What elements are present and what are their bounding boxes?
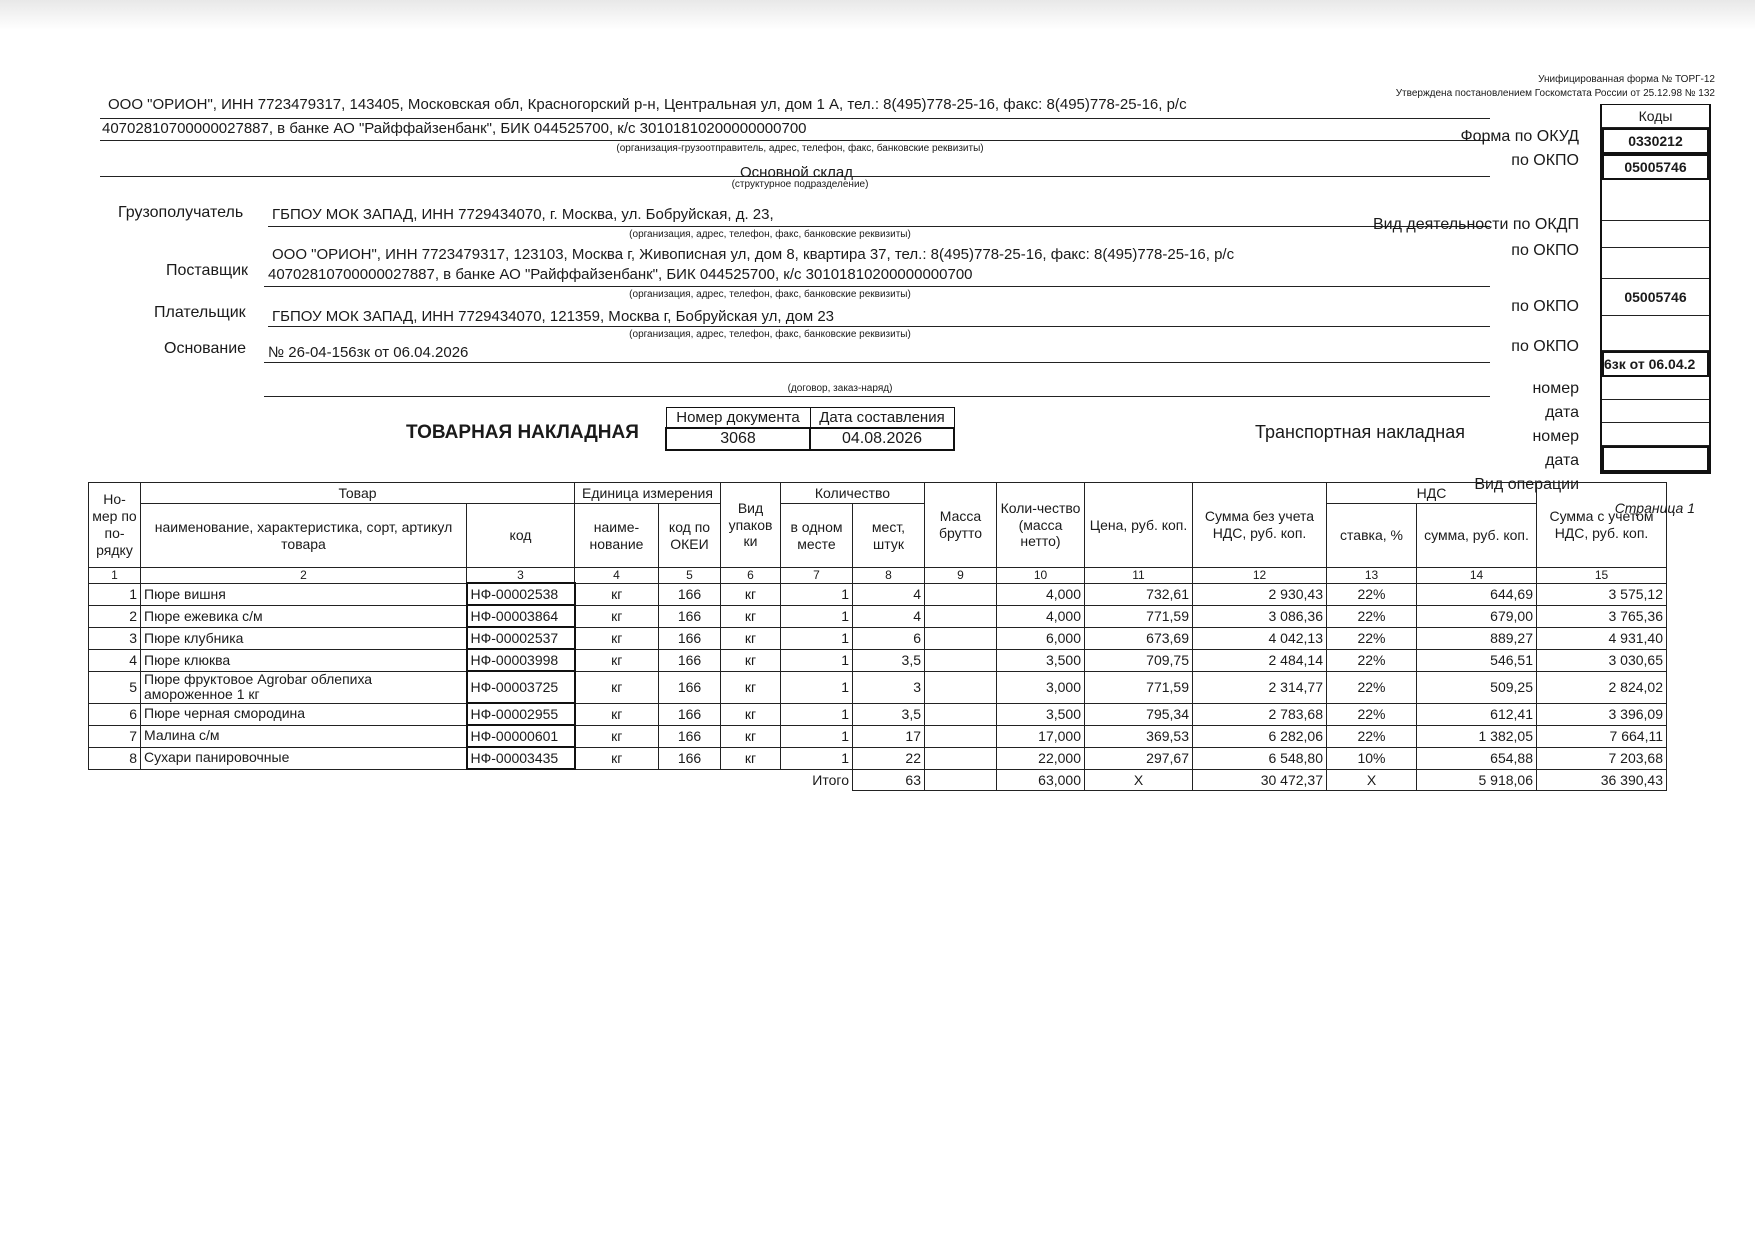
cell-price: 297,67 bbox=[1085, 747, 1193, 769]
table-row bbox=[89, 649, 1667, 671]
cell-one: 1 bbox=[781, 605, 853, 627]
cell-vat: 546,51 bbox=[1417, 649, 1537, 671]
okpo-payer-code: 05005746 bbox=[1602, 279, 1709, 316]
col-sum-vat-header: Сумма с учетом НДС, руб. коп. bbox=[1537, 483, 1667, 568]
column-index: 13 bbox=[1327, 568, 1417, 584]
form-name: Унифицированная форма № ТОРГ-12 bbox=[1538, 74, 1715, 85]
document-title: ТОВАРНАЯ НАКЛАДНАЯ bbox=[406, 422, 639, 443]
col-gross-header: Масса брутто bbox=[925, 483, 997, 568]
cell-one: 1 bbox=[781, 703, 853, 725]
cell-price: 732,61 bbox=[1085, 583, 1193, 605]
cell-places: 3,5 bbox=[853, 703, 925, 725]
column-index: 8 bbox=[853, 568, 925, 584]
cell-net: 6,000 bbox=[997, 627, 1085, 649]
cell-unit: кг bbox=[575, 649, 659, 671]
cell-code: НФ-00000601 bbox=[467, 725, 575, 747]
cell-code: НФ-00003725 bbox=[467, 671, 575, 703]
cell-pack: кг bbox=[721, 703, 781, 725]
cell-sum: 6 282,06 bbox=[1193, 725, 1327, 747]
col-code-header: код bbox=[467, 504, 575, 568]
codes-box bbox=[1600, 104, 1711, 474]
column-index: 4 bbox=[575, 568, 659, 584]
cell-net: 3,500 bbox=[997, 703, 1085, 725]
total-label: Итого bbox=[812, 771, 849, 788]
cell-rate: 22% bbox=[1327, 605, 1417, 627]
column-index-row bbox=[89, 568, 1667, 584]
consignee-label: Грузополучатель bbox=[118, 204, 244, 221]
col-sum-novat-header: Сумма без учета НДС, руб. коп. bbox=[1193, 483, 1327, 568]
cell-unit: кг bbox=[575, 583, 659, 605]
cell-price: 709,75 bbox=[1085, 649, 1193, 671]
cell-okei: 166 bbox=[659, 627, 721, 649]
okpo-supplier-code bbox=[1602, 248, 1709, 279]
cell-net: 4,000 bbox=[997, 605, 1085, 627]
cell-rate: 22% bbox=[1327, 671, 1417, 703]
cell-total: 2 824,02 bbox=[1537, 671, 1667, 703]
cell-unit: кг bbox=[575, 747, 659, 769]
cell-net: 3,500 bbox=[997, 649, 1085, 671]
cell-one: 1 bbox=[781, 583, 853, 605]
cell-places: 4 bbox=[853, 605, 925, 627]
cell-price: 673,69 bbox=[1085, 627, 1193, 649]
cell-net: 22,000 bbox=[997, 747, 1085, 769]
column-index: 2 bbox=[141, 568, 467, 584]
cell-places: 3 bbox=[853, 671, 925, 703]
basis-label: Основание bbox=[164, 340, 247, 357]
document-number-box bbox=[665, 407, 955, 451]
cell-name: Пюре фруктовое Agrobar облепиха амороженное 1 кг bbox=[141, 671, 467, 703]
cell-okei: 166 bbox=[659, 725, 721, 747]
transport-waybill-label: Транспортная накладная bbox=[1255, 422, 1466, 442]
doc-number-header: Номер документа bbox=[666, 408, 810, 429]
col-goods-header: Товар bbox=[141, 483, 575, 504]
cell-total: 3 030,65 bbox=[1537, 649, 1667, 671]
cell-name: Пюре клюква bbox=[141, 649, 467, 671]
total-places: 63 bbox=[853, 769, 925, 790]
cell-vat: 612,41 bbox=[1417, 703, 1537, 725]
table-row bbox=[89, 725, 1667, 747]
basis-number-code: 6зк от 06.04.2 bbox=[1602, 351, 1709, 377]
column-index: 15 bbox=[1537, 568, 1667, 584]
cell-pack: кг bbox=[721, 747, 781, 769]
basis-date-code bbox=[1602, 377, 1709, 400]
cell-total: 3 396,09 bbox=[1537, 703, 1667, 725]
okpo-label-2: по ОКПО bbox=[1511, 242, 1579, 259]
column-index: 1 bbox=[89, 568, 141, 584]
cell-rate: 22% bbox=[1327, 725, 1417, 747]
column-index: 7 bbox=[781, 568, 853, 584]
cell-places: 6 bbox=[853, 627, 925, 649]
table-row bbox=[89, 627, 1667, 649]
cell-vat: 654,88 bbox=[1417, 747, 1537, 769]
cell-name: Пюре ежевика с/м bbox=[141, 605, 467, 627]
cell-okei: 166 bbox=[659, 703, 721, 725]
page-number: Страница 1 bbox=[1614, 500, 1695, 516]
total-sum-vat: 36 390,43 bbox=[1537, 769, 1667, 790]
cell-gross bbox=[925, 583, 997, 605]
col-rate-header: ставка, % bbox=[1327, 504, 1417, 568]
operation-label: Вид операции bbox=[1474, 476, 1579, 493]
cell-code: НФ-00003435 bbox=[467, 747, 575, 769]
column-index: 9 bbox=[925, 568, 997, 584]
total-row bbox=[89, 769, 1667, 790]
okpo-label-1: по ОКПО bbox=[1511, 152, 1579, 169]
form-approval: Утверждена постановлением Госкомстата России от 25.12.98 № 132 bbox=[1395, 88, 1715, 99]
cell-places: 3,5 bbox=[853, 649, 925, 671]
cell-n: 7 bbox=[89, 725, 141, 747]
col-no-header: Но-мер по по-рядку bbox=[89, 483, 141, 568]
cell-code: НФ-00003998 bbox=[467, 649, 575, 671]
cell-total: 7 664,11 bbox=[1537, 725, 1667, 747]
column-index: 3 bbox=[467, 568, 575, 584]
col-vat-header: НДС bbox=[1327, 483, 1537, 504]
table-row bbox=[89, 605, 1667, 627]
cell-okei: 166 bbox=[659, 747, 721, 769]
okpo-label-3: по ОКПО bbox=[1511, 298, 1579, 315]
cell-code: НФ-00002955 bbox=[467, 703, 575, 725]
cell-sum: 2 930,43 bbox=[1193, 583, 1327, 605]
col-places-header: мест, штук bbox=[853, 504, 925, 568]
cell-gross bbox=[925, 671, 997, 703]
cell-name: Пюре вишня bbox=[141, 583, 467, 605]
okdp-code bbox=[1602, 221, 1709, 248]
total-net: 63,000 bbox=[997, 769, 1085, 790]
cell-gross bbox=[925, 725, 997, 747]
goods-rows bbox=[89, 583, 1667, 769]
cell-total: 4 931,40 bbox=[1537, 627, 1667, 649]
transport-number-label: номер bbox=[1532, 428, 1579, 445]
cell-okei: 166 bbox=[659, 605, 721, 627]
division-caption: (структурное подразделение) bbox=[731, 179, 869, 190]
table-row bbox=[89, 747, 1667, 769]
cell-pack: кг bbox=[721, 725, 781, 747]
transport-date-code bbox=[1602, 423, 1709, 446]
cell-places: 17 bbox=[853, 725, 925, 747]
cell-unit: кг bbox=[575, 627, 659, 649]
column-index: 14 bbox=[1417, 568, 1537, 584]
cell-places: 22 bbox=[853, 747, 925, 769]
col-vat-sum-header: сумма, руб. коп. bbox=[1417, 504, 1537, 568]
cell-unit: кг bbox=[575, 605, 659, 627]
cell-gross bbox=[925, 605, 997, 627]
cell-name: Пюре клубника bbox=[141, 627, 467, 649]
cell-one: 1 bbox=[781, 725, 853, 747]
supplier-line1: ООО "ОРИОН", ИНН 7723479317, 123103, Москва г, Живописная ул, дом 8, квартира 37, тел.: 8(495)778-25-16, факс: 8(495)778-25-16, р/с bbox=[272, 246, 1235, 263]
okdp-label: Вид деятельности по ОКДП bbox=[1372, 216, 1579, 233]
cell-sum: 2 314,77 bbox=[1193, 671, 1327, 703]
cell-pack: кг bbox=[721, 605, 781, 627]
cell-code: НФ-00002537 bbox=[467, 627, 575, 649]
cell-n: 4 bbox=[89, 649, 141, 671]
cell-okei: 166 bbox=[659, 649, 721, 671]
shipper-line2: 40702810700000027887, в банке АО "Райффайзенбанк", БИК 044525700, к/с 30101810200000000700 bbox=[102, 120, 807, 137]
cell-sum: 4 042,13 bbox=[1193, 627, 1327, 649]
cell-pack: кг bbox=[721, 627, 781, 649]
cell-net: 17,000 bbox=[997, 725, 1085, 747]
okud-code: 0330212 bbox=[1602, 128, 1709, 154]
basis-number-label: номер bbox=[1532, 380, 1579, 397]
total-price: X bbox=[1085, 769, 1193, 790]
cell-gross bbox=[925, 703, 997, 725]
cell-places: 4 bbox=[853, 583, 925, 605]
cell-n: 3 bbox=[89, 627, 141, 649]
cell-code: НФ-00002538 bbox=[467, 583, 575, 605]
col-net-header: Коли-чество (масса нетто) bbox=[997, 483, 1085, 568]
basis-date-label: дата bbox=[1545, 404, 1579, 421]
okpo-shipper-code: 05005746 bbox=[1602, 154, 1709, 180]
cell-okei: 166 bbox=[659, 583, 721, 605]
cell-unit: кг bbox=[575, 671, 659, 703]
cell-one: 1 bbox=[781, 649, 853, 671]
consignee-value: ГБПОУ МОК ЗАПАД, ИНН 7729434070, г. Москва, ул. Бобруйская, д. 23, bbox=[272, 206, 774, 223]
transport-date-label: дата bbox=[1545, 452, 1579, 469]
doc-date-header: Дата составления bbox=[810, 408, 954, 429]
cell-total: 3 765,36 bbox=[1537, 605, 1667, 627]
col-name-header: наименование, характеристика, сорт, артикул товара bbox=[141, 504, 467, 568]
cell-sum: 2 484,14 bbox=[1193, 649, 1327, 671]
okpo-empty-2 bbox=[1602, 316, 1709, 351]
cell-total: 7 203,68 bbox=[1537, 747, 1667, 769]
cell-sum: 2 783,68 bbox=[1193, 703, 1327, 725]
col-pack-header: Вид упаков ки bbox=[721, 483, 781, 568]
shipper-line1: ООО "ОРИОН", ИНН 7723479317, 143405, Московская обл, Красногорский р-н, Центральная ул, дом 1 А, тел.: 8(495)778-25-16, факс: 8(495)778-25-16, р/с bbox=[108, 96, 1187, 113]
column-index: 11 bbox=[1085, 568, 1193, 584]
cell-rate: 22% bbox=[1327, 627, 1417, 649]
cell-okei: 166 bbox=[659, 671, 721, 703]
supplier-label: Поставщик bbox=[166, 262, 249, 279]
payer-label: Плательщик bbox=[154, 304, 246, 321]
col-qty-header: Количество bbox=[781, 483, 925, 504]
cell-unit: кг bbox=[575, 703, 659, 725]
cell-unit: кг bbox=[575, 725, 659, 747]
shipper-caption: (организация-грузоотправитель, адрес, телефон, факс, банковские реквизиты) bbox=[616, 143, 984, 154]
payer-value: ГБПОУ МОК ЗАПАД, ИНН 7729434070, 121359, Москва г, Бобруйская ул, дом 23 bbox=[272, 308, 835, 325]
goods-table bbox=[88, 482, 1667, 791]
cell-rate: 10% bbox=[1327, 747, 1417, 769]
okpo-label-4: по ОКПО bbox=[1511, 338, 1579, 355]
cell-name: Малина с/м bbox=[141, 725, 467, 747]
division-value: Основной склад bbox=[740, 164, 854, 181]
table-row bbox=[89, 583, 1667, 605]
cell-code: НФ-00003864 bbox=[467, 605, 575, 627]
cell-one: 1 bbox=[781, 747, 853, 769]
cell-sum: 3 086,36 bbox=[1193, 605, 1327, 627]
basis-caption: (договор, заказ-наряд) bbox=[787, 383, 893, 394]
operation-code bbox=[1602, 446, 1709, 472]
column-index: 6 bbox=[721, 568, 781, 584]
transport-number-code bbox=[1602, 400, 1709, 423]
payer-caption: (организация, адрес, телефон, факс, банковские реквизиты) bbox=[629, 329, 911, 340]
cell-price: 771,59 bbox=[1085, 671, 1193, 703]
col-one-place-header: в одном месте bbox=[781, 504, 853, 568]
cell-gross bbox=[925, 747, 997, 769]
table-row bbox=[89, 671, 1667, 703]
total-sum-novat: 30 472,37 bbox=[1193, 769, 1327, 790]
cell-sum: 6 548,80 bbox=[1193, 747, 1327, 769]
column-index: 5 bbox=[659, 568, 721, 584]
cell-gross bbox=[925, 627, 997, 649]
col-okei-header: код по ОКЕИ bbox=[659, 504, 721, 568]
cell-rate: 22% bbox=[1327, 703, 1417, 725]
cell-net: 4,000 bbox=[997, 583, 1085, 605]
cell-n: 5 bbox=[89, 671, 141, 703]
cell-one: 1 bbox=[781, 627, 853, 649]
cell-pack: кг bbox=[721, 671, 781, 703]
cell-net: 3,000 bbox=[997, 671, 1085, 703]
codes-title: Коды bbox=[1602, 105, 1709, 128]
column-index: 10 bbox=[997, 568, 1085, 584]
cell-vat: 889,27 bbox=[1417, 627, 1537, 649]
col-unit-name-header: наиме-нование bbox=[575, 504, 659, 568]
doc-number: 3068 bbox=[666, 428, 810, 450]
cell-n: 8 bbox=[89, 747, 141, 769]
cell-name: Пюре черная смородина bbox=[141, 703, 467, 725]
table-row bbox=[89, 703, 1667, 725]
basis-value: № 26-04-156зк от 06.04.2026 bbox=[268, 344, 469, 361]
cell-price: 771,59 bbox=[1085, 605, 1193, 627]
col-price-header: Цена, руб. коп. bbox=[1085, 483, 1193, 568]
cell-price: 369,53 bbox=[1085, 725, 1193, 747]
cell-n: 1 bbox=[89, 583, 141, 605]
doc-date: 04.08.2026 bbox=[810, 428, 954, 450]
okud-label: Форма по ОКУД bbox=[1460, 128, 1579, 145]
cell-pack: кг bbox=[721, 649, 781, 671]
column-index: 12 bbox=[1193, 568, 1327, 584]
cell-name: Сухари панировочные bbox=[141, 747, 467, 769]
cell-vat: 644,69 bbox=[1417, 583, 1537, 605]
cell-n: 2 bbox=[89, 605, 141, 627]
total-rate: X bbox=[1327, 769, 1417, 790]
cell-vat: 679,00 bbox=[1417, 605, 1537, 627]
cell-pack: кг bbox=[721, 583, 781, 605]
okpo-empty-1 bbox=[1602, 180, 1709, 221]
cell-total: 3 575,12 bbox=[1537, 583, 1667, 605]
cell-rate: 22% bbox=[1327, 649, 1417, 671]
consignee-caption: (организация, адрес, телефон, факс, банковские реквизиты) bbox=[629, 229, 911, 240]
cell-rate: 22% bbox=[1327, 583, 1417, 605]
total-vat: 5 918,06 bbox=[1417, 769, 1537, 790]
supplier-line2: 40702810700000027887, в банке АО "Райффайзенбанк", БИК 044525700, к/с 30101810200000000700 bbox=[268, 266, 973, 283]
cell-gross bbox=[925, 649, 997, 671]
supplier-caption: (организация, адрес, телефон, факс, банковские реквизиты) bbox=[629, 289, 911, 300]
cell-vat: 509,25 bbox=[1417, 671, 1537, 703]
cell-one: 1 bbox=[781, 671, 853, 703]
cell-price: 795,34 bbox=[1085, 703, 1193, 725]
col-unit-header: Единица измерения bbox=[575, 483, 721, 504]
cell-n: 6 bbox=[89, 703, 141, 725]
cell-vat: 1 382,05 bbox=[1417, 725, 1537, 747]
scan-edge-shadow bbox=[0, 0, 1755, 30]
